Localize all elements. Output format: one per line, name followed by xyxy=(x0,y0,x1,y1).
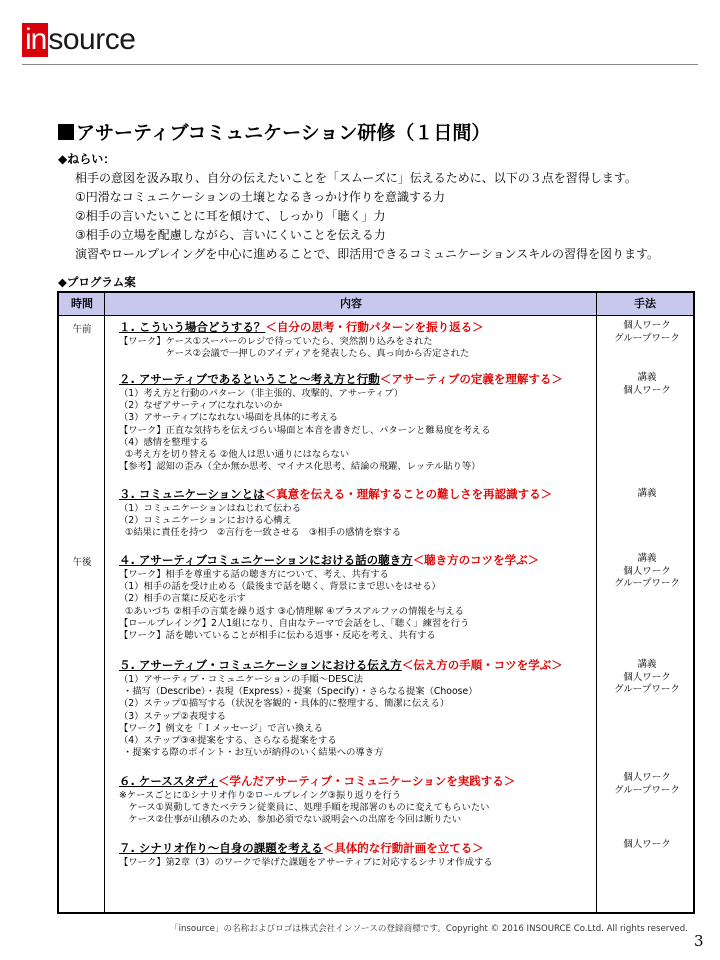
section-heading: ５. アサーティブ・コミュニケーションにおける伝え方 xyxy=(119,658,402,672)
section-objective: ＜アサーティブの定義を理解する＞ xyxy=(379,372,563,386)
aim-line: 演習やロールプレイングを中心に進めることで、即活用できるコミュニケーションスキルの習得を図ります。 xyxy=(75,247,660,261)
time-afternoon: 午後 xyxy=(72,557,92,568)
program-section xyxy=(119,486,552,540)
section-objective: ＜伝え方の手順・コツを学ぶ＞ xyxy=(401,658,563,672)
program-section xyxy=(119,840,493,869)
aim-line: ②相手の言いたいことに耳を傾けて、しっかり「聴く」力 xyxy=(75,209,386,223)
section-body xyxy=(119,674,563,759)
square-bullet-icon xyxy=(58,124,74,140)
section-objective: ＜学んだアサーティブ・コミュニケーションを実践する＞ xyxy=(217,774,516,788)
section-heading: ４. アサーティブコミュニケーションにおける話の聴き方 xyxy=(119,553,413,567)
section-line: 【ワーク】第2章（3）のワークで挙げた課題をアサーティブに対応するシナリオ作成する xyxy=(119,857,493,868)
method-item: 個人ワーク xyxy=(623,384,671,396)
section-method xyxy=(599,772,695,797)
header-rule xyxy=(22,64,698,65)
method-item: グループワーク xyxy=(614,684,680,695)
section-body xyxy=(119,857,493,869)
section-objective: ＜自分の思考・行動パターンを振り返る＞ xyxy=(265,320,484,334)
method-item: 講義 xyxy=(637,553,657,564)
section-body xyxy=(119,388,563,473)
section-line: 【ワーク】相手を尊重する話の聴き方について、考え、共有する xyxy=(119,569,389,580)
section-line: （2）相手の言葉に反応を示す xyxy=(119,593,246,605)
program-section xyxy=(119,657,563,759)
section-line: ケース②会議で一押しのアイディアを発表したら、真っ向から否定された xyxy=(119,348,470,360)
method-item: グループワーク xyxy=(614,332,680,344)
section-objective: ＜真意を伝える・理解することの難しさを再認識する＞ xyxy=(264,487,553,501)
page-title xyxy=(58,118,490,145)
section-line: （2）コミュニケーションにおける心構え xyxy=(119,515,292,527)
section-line: 【ロールプレイング】2人1組になり、自由なテーマで会話をし、「聴く」練習を行う xyxy=(119,617,470,629)
section-line: 【ワーク】話を聴いていることが相手に伝わる返事・反応を考え、共有する xyxy=(119,630,436,642)
page-title-text: アサーティブコミュニケーション研修（１日間） xyxy=(76,122,491,144)
section-line: 【ワーク】例文を「Ｉメッセージ」で言い換える xyxy=(119,722,323,734)
section-body xyxy=(119,503,552,540)
aim-line: 相手の意図を汲み取り、自分の伝えたいことを「スムーズに」伝えるために、以下の３点を習得します。 xyxy=(75,171,637,185)
section-line: ・提案する際のポイント・お互いが納得のいく結果への導き方 xyxy=(123,747,384,759)
section-body xyxy=(119,569,539,642)
copyright-footer: 「insource」の名称およびロゴは株式会社インソースの登録商標です。Copyright © 2016 INSOURCE Co.Ltd. All rights reserved. xyxy=(170,924,688,934)
section-line: 【参考】認知の歪み（全か無か思考、マイナス化思考、結論の飛躍、レッテル貼り等） xyxy=(119,461,481,473)
section-method xyxy=(599,839,695,852)
section-line: ※ケースごとに①シナリオ作り②ロールプレイング③振り返りを行う xyxy=(119,790,402,801)
section-line: 【ワーク】正直な気持ちを伝えづらい場面と本音を書きだし、パターンと難易度を考える xyxy=(119,424,491,436)
section-line: ①考え方を切り替える ②他人は思い通りにはならない xyxy=(125,449,350,461)
method-item: グループワーク xyxy=(614,784,680,796)
section-method xyxy=(599,372,695,397)
section-objective: ＜聴き方のコツを学ぶ＞ xyxy=(412,553,540,567)
program-table xyxy=(57,291,695,914)
section-line: ケース②仕事が山積みのため、参加必須でない説明会への出席を今回は断りたい xyxy=(119,814,462,826)
method-item: 講義 xyxy=(637,372,657,383)
section-heading: ３. コミュニケーションとは xyxy=(119,487,265,501)
aim-line: ③相手の立場を配慮しながら、言いにくいことを伝える力 xyxy=(75,228,386,242)
section-method xyxy=(599,553,695,591)
header-time: 時間 xyxy=(71,297,93,310)
aim-heading: ◆ねらい： xyxy=(58,152,116,166)
section-line: （3）ステップ②表現する xyxy=(119,710,227,722)
section-line: （1）考え方と行動のパターン（非主張的、攻撃的、アサーティブ） xyxy=(119,388,403,399)
method-item: 個人ワーク xyxy=(623,839,671,850)
section-title xyxy=(119,371,563,388)
column-divider xyxy=(596,293,597,912)
section-line: （4）ステップ③④提案をする、さらなる提案をする xyxy=(119,735,337,747)
section-heading: ７. シナリオ作り～自身の課題を考える xyxy=(119,841,323,855)
program-heading: ◆プログラム案 xyxy=(58,275,136,289)
column-divider xyxy=(104,293,105,912)
section-title xyxy=(119,657,563,674)
section-line: 【ワーク】ケース①スーパーのレジで待っていたら、突然割り込みをされた xyxy=(119,336,433,347)
table-header-row xyxy=(59,293,693,316)
section-title xyxy=(119,486,552,503)
section-line: （3）アサーティブになれない場面を具体的に考える xyxy=(119,412,338,424)
page-number: 3 xyxy=(694,932,704,950)
section-objective: ＜具体的な行動計画を立てる＞ xyxy=(322,841,484,855)
method-item: 講義 xyxy=(637,488,657,499)
method-item: 個人ワーク xyxy=(623,565,671,577)
section-line: （1）アサーティブ・コミュニケーションの手順～DESC法 xyxy=(119,674,363,685)
aim-text xyxy=(75,169,659,264)
time-morning: 午前 xyxy=(72,324,92,335)
method-item: 個人ワーク xyxy=(623,320,671,331)
section-heading: ２. アサーティブであるということ～考え方と行動 xyxy=(119,372,380,386)
section-method xyxy=(599,488,695,501)
section-line: （2）ステップ①描写する（状況を客観的・具体的に整理する、簡潔に伝える） xyxy=(119,698,450,710)
insource-logo xyxy=(22,22,135,58)
section-line: （2）なぜアサーティブになれないのか xyxy=(119,400,283,412)
header-method: 手法 xyxy=(634,297,656,310)
method-item: 講義 xyxy=(637,659,657,670)
section-method xyxy=(599,320,695,345)
section-line: ①結果に責任を持つ ②言行を一致させる ③相手の感情を察する xyxy=(125,527,402,539)
program-section xyxy=(119,319,484,360)
section-line: ケース①異動してきたベテラン従業員に、処理手順を現部署のものに変えてもらいたい xyxy=(119,802,490,814)
section-title xyxy=(119,773,515,790)
section-heading: ６. ケーススタディ xyxy=(119,774,218,788)
aim-line: ①円滑なコミュニケーションの土壌となるきっかけ作りを意識する力 xyxy=(75,190,446,204)
logo-mark: in xyxy=(22,23,48,57)
section-title xyxy=(119,840,493,857)
section-line: （4）感情を整理する xyxy=(119,436,209,448)
program-section xyxy=(119,371,563,473)
section-title xyxy=(119,552,539,569)
section-line: （1）相手の話を受け止める（最後まで話を聴く、背景にまで思いをはせる） xyxy=(119,581,441,593)
logo-text: source xyxy=(48,23,136,56)
method-item: グループワーク xyxy=(614,578,680,589)
program-section xyxy=(119,773,515,827)
method-item: 個人ワーク xyxy=(623,671,671,683)
section-method xyxy=(599,659,695,697)
section-heading: １. こういう場合どうする？ xyxy=(119,320,266,334)
section-line: ・描写（Describe）・表現（Express）・提案（Specify）・さらなる提案（Choose） xyxy=(123,686,478,698)
header-content: 内容 xyxy=(340,297,362,310)
program-section xyxy=(119,552,539,642)
section-line: （1）コミュニケーションはねじれて伝わる xyxy=(119,503,301,514)
section-body xyxy=(119,790,515,827)
section-body xyxy=(119,336,484,360)
section-line: ①あいづち ②相手の言葉を繰り返す ③心情理解 ④プラスアルファの情報を与える xyxy=(125,605,464,617)
method-item: 個人ワーク xyxy=(623,772,671,783)
section-title xyxy=(119,319,484,336)
